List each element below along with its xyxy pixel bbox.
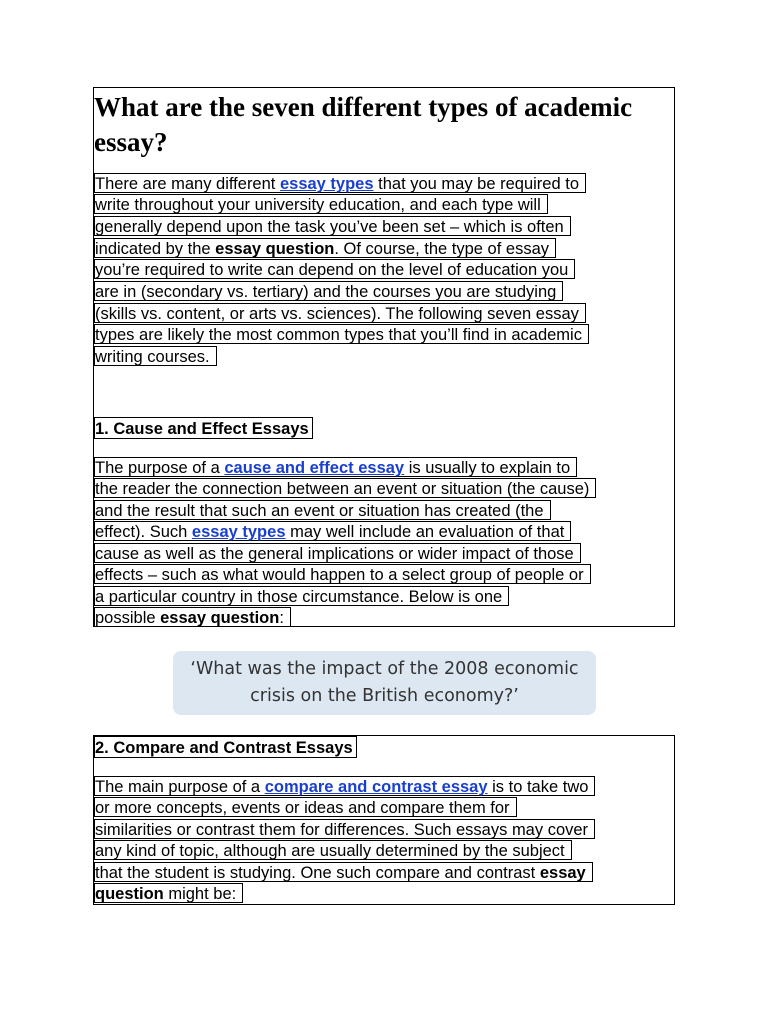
section-heading-cause-effect: 1. Cause and Effect Essays bbox=[94, 417, 313, 439]
section1-line: cause as well as the general implications or wider impact of those bbox=[94, 543, 581, 563]
section2-line: any kind of topic, although are usually determined by the subject bbox=[94, 840, 572, 860]
intro-line: write throughout your university education, and each type will bbox=[94, 194, 548, 214]
section2-line: or more concepts, events or ideas and compare them for bbox=[94, 797, 517, 817]
section1-line: effects – such as what would happen to a select group of people or bbox=[94, 564, 591, 584]
section2-line: that the student is studying. One such compare and contrast essay bbox=[94, 862, 593, 882]
intro-line: types are likely the most common types that you’ll find in academic bbox=[94, 324, 589, 344]
intro-line: writing courses. bbox=[94, 346, 217, 366]
section1-line: a particular country in those circumstance. Below is one bbox=[94, 586, 509, 606]
section-heading-compare-contrast: 2. Compare and Contrast Essays bbox=[94, 736, 357, 758]
intro-line: you’re required to write can depend on the level of education you bbox=[94, 259, 575, 279]
section1-line: effect). Such essay types may well include an evaluation of that bbox=[94, 521, 571, 541]
intro-line: generally depend upon the task you’ve been set – which is often bbox=[94, 216, 571, 236]
section2-line: similarities or contrast them for differences. Such essays may cover bbox=[94, 819, 595, 839]
section1-line: the reader the connection between an event or situation (the cause) bbox=[94, 478, 596, 498]
intro-line: indicated by the essay question. Of course, the type of essay bbox=[94, 238, 556, 258]
essay-types-link[interactable]: essay types bbox=[279, 175, 374, 193]
section2-line: question might be: bbox=[94, 883, 243, 903]
quote-line: crisis on the British economy?’ bbox=[250, 686, 519, 706]
essay-types-link[interactable]: essay types bbox=[191, 523, 286, 541]
quote-line: ‘What was the impact of the 2008 economic bbox=[190, 659, 579, 679]
section1-line: The purpose of a cause and effect essay is usually to explain to bbox=[94, 457, 577, 477]
cause-effect-essay-link[interactable]: cause and effect essay bbox=[224, 459, 405, 477]
page-title: What are the seven different types of academic essay? bbox=[94, 92, 633, 157]
section1-line: and the result that such an event or situation has created (the bbox=[94, 500, 551, 520]
compare-contrast-essay-link[interactable]: compare and contrast essay bbox=[264, 778, 488, 796]
section2-line: The main purpose of a compare and contrast essay is to take two bbox=[94, 776, 595, 796]
intro-line: (skills vs. content, or arts vs. sciences). The following seven essay bbox=[94, 303, 586, 323]
section1-line: possible essay question: bbox=[94, 607, 291, 627]
intro-line: are in (secondary vs. tertiary) and the courses you are studying bbox=[94, 281, 563, 301]
intro-line: There are many different essay types that you may be required to bbox=[94, 173, 586, 193]
example-question-callout bbox=[173, 651, 596, 715]
